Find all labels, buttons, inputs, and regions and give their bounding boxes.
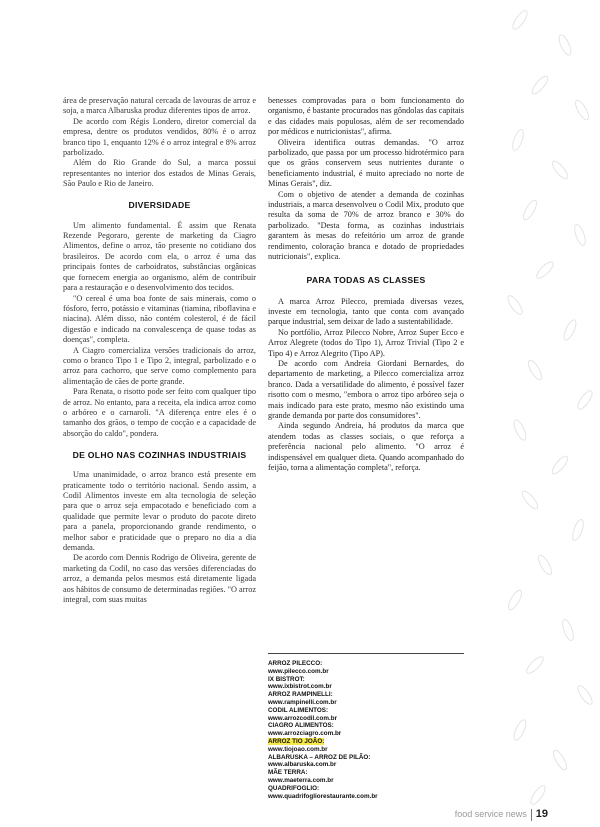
contact-url-link[interactable]: www.quadrifogliorestaurante.com.br [268, 792, 378, 800]
contact-name: CIAGRO ALIMENTOS: [268, 722, 334, 730]
contact-name: IX BISTROT: [268, 675, 305, 683]
contact-name: ARROZ RAMPINELLI: [268, 691, 333, 699]
paragraph: Para Renata, o risotto pode ser feito com qualquer tipo de arroz. No entanto, para a receita, ela indica arroz como o arbóreo e o carnaroli. "A diferença entre eles é o tamanho dos grãos, o tempo de cocção e a capacidade de absorção do caldo", pondera. [63, 387, 256, 438]
page-number: 19 [535, 808, 548, 820]
paragraph: No portfólio, Arroz Pilecco Nobre, Arroz Super Ecco e Arroz Alegrete (todos do Tipo 1), Arroz Trivial (Tipo 2 e Tipo 4) e Arroz Alegrito (Tipo AP). [268, 327, 464, 358]
paragraph: De acordo com Régis Londero, diretor comercial da empresa, dentre os produtos vendidos, 80% é o arroz branco tipo 1, enquanto 12% é o arroz integral e 8% arroz parbolizado. [63, 116, 256, 158]
paragraph: benesses comprovadas para o bom funcionamento do organismo, é bastante procurados nas gôndolas das capitais e das cidades mais populosas, além de ser recomendado por médicos e nutricionistas", afirma. [268, 96, 464, 137]
contact-url-link[interactable]: www.maeterra.com.br [268, 776, 334, 784]
paragraph: De acordo com Andreia Giordani Bernardes, do departamento de marketing, a Pilecco comercializa arroz branco. Dada a versatilidade do alimento, é possível fazer risotto com o mesmo, "embora o arroz tipo arbóreo seja o mais indicado para este prato, mesmo não existindo uma grande demanda por parte dos consumidores". [268, 358, 464, 420]
paragraph: Além do Rio Grande do Sul, a marca possui representantes no interior dos estados de Minas Gerais, São Paulo e Rio de Janeiro. [63, 158, 256, 189]
contact-entry-highlighted [268, 738, 464, 754]
contact-url-link[interactable]: www.arrozciagro.com.br [268, 730, 342, 738]
contact-name: ARROZ TIO JOÃO: [268, 737, 325, 745]
contact-name: CODIL ALIMENTOS: [268, 706, 329, 714]
paragraph: A Ciagro comercializa versões tradicionais do arroz, como o branco Tipo 1 e Tipo 2, integral, parbolizado e o arroz para cachorro, que serve como complemento para alimentação de cães de porte grande. [63, 345, 256, 386]
paragraph: Ainda segundo Andreia, há produtos da marca que atendem todas as classes sociais, o que reforça a preferência nacional pelo alimento. "O arroz é indispensável em qualquer dieta. Quando acompanhado do feijão, torna a alimentação completa", reforça. [268, 421, 464, 472]
right-text-column [268, 96, 464, 473]
contact-entry [268, 676, 464, 692]
section-heading-classes: PARA TODAS AS CLASSES [306, 274, 426, 285]
paragraph: Oliveira identifica outras demandas. "O arroz parbolizado, que passa por um processo hidrotérmico para que os grãos conservem seus nutrientes durante o beneficiamento industrial, é muito apreciado no norte de Minas Gerais", diz. [268, 137, 464, 189]
contacts-box [268, 653, 464, 800]
contact-entry [268, 660, 464, 676]
footer-divider [531, 809, 532, 821]
contact-entry [268, 722, 464, 738]
contact-url-link[interactable]: www.pilecco.com.br [268, 667, 329, 675]
contact-name: ALBARUSKA – ARROZ DE PILÃO: [268, 753, 371, 761]
page-footer [455, 808, 548, 821]
contact-entry [268, 754, 464, 770]
section-heading-cozinhas: DE OLHO NAS COZINHAS INDUSTRIAIS [72, 450, 247, 461]
contact-entry [268, 785, 464, 801]
paragraph: De acordo com Dennis Rodrigo de Oliveira, gerente de marketing da Codil, no caso das versões diferenciadas do arroz, a demanda pelos mesmos está diretamente ligada aos hábitos de consumo de determinadas regiões. "O arroz integral, com suas muitas [63, 553, 256, 605]
contact-url-link[interactable]: www.albaruska.com.br [268, 761, 337, 769]
left-text-column [63, 96, 256, 605]
paragraph: Com o objetivo de atender a demanda de cozinhas industriais, a marca desenvolveu o Codil Mix, produto que resulta da soma de 70% de arroz branco e 30% do parbolizado. "Desta forma, as cozinhas industriais garantem às mesas do refeitório um arroz de grande rendimento, coloração branca e dotado de propriedades nutricionais", explica. [268, 189, 464, 262]
paragraph: Uma unanimidade, o arroz branco está presente em praticamente todo o território nacional. Sendo assim, a Codil Alimentos investe em alta tecnologia de seleção para que o arroz seja empacotado e beneficiado com a qualidade que permite levar o produto do pacote direto para a panela, proporcionando grande rendimento, o melhor sabor e praticidade que o preparo no dia a dia demanda. [63, 470, 256, 553]
contact-entry [268, 691, 464, 707]
contact-url-link[interactable]: www.ixbistrot.com.br [268, 683, 332, 691]
leaf-pattern-decoration [490, 0, 600, 827]
contact-name: ARROZ PILECCO: [268, 660, 323, 667]
paragraph: área de preservação natural cercada de lavouras de arroz e soja, a marca Albaruska produz diferentes tipos de arroz. [63, 96, 256, 116]
paragraph: Um alimento fundamental. É assim que Renata Rezende Pegoraro, gerente de marketing da Ciagro Alimentos, define o arroz, tão presente no cotidiano dos brasileiros. De acordo com ela, o arroz é uma das principais fontes de carboidratos, substâncias orgânicas que fornecem energia ao organismo, além de contribuir para a restauração e o desenvolvimento dos tecidos. [63, 220, 256, 293]
section-heading-diversidade: DIVERSIDADE [128, 199, 191, 210]
paragraph: A marca Arroz Pilecco, premiada diversas vezes, investe em tecnologia, tanto que conta com avançado parque industrial, sem deixar de lado a sustentabilidade. [268, 296, 464, 327]
contact-entry [268, 707, 464, 723]
publication-name: food service news [454, 809, 527, 819]
contact-url-link[interactable]: www.rampinelli.com.br [268, 698, 337, 706]
contact-url-link[interactable]: www.tiojoao.com.br [268, 745, 328, 753]
contact-name: QUADRIFOGLIO: [268, 784, 320, 792]
contact-entry [268, 769, 464, 785]
contact-url-link[interactable]: www.arrozcodil.com.br [268, 714, 338, 722]
paragraph: "O cereal é uma boa fonte de sais minerais, como o fósforo, ferro, potássio e vitaminas (tiamina, riboflavina e niacina). Além disso, não contém colesterol, é de fácil digestão e indicado na convalescença de quase todas as doenças", completa. [63, 293, 256, 345]
contact-name: MÃE TERRA: [268, 769, 308, 777]
